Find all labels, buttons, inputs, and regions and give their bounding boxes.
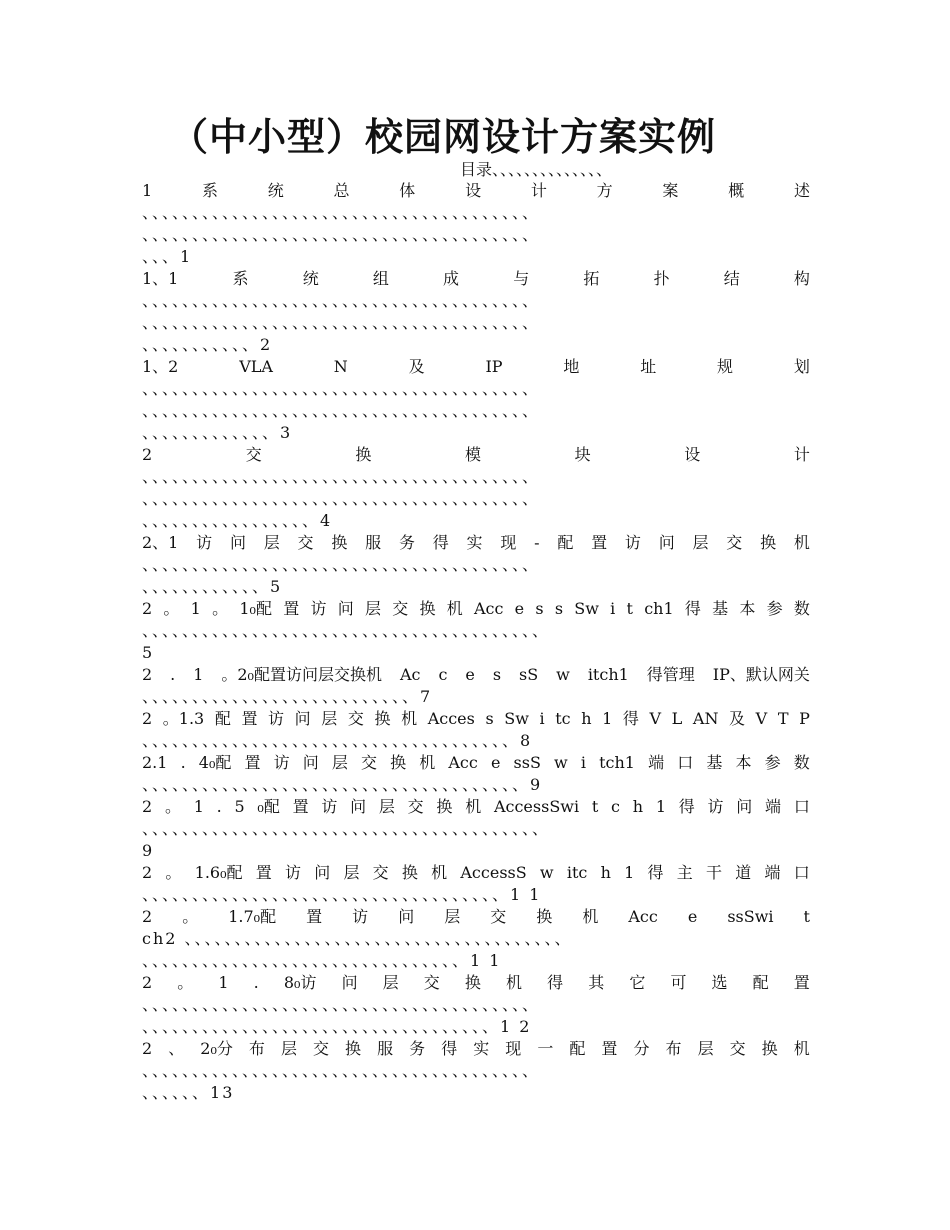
toc-entry[interactable] (142, 356, 810, 444)
toc-leader-tail-dots: 、、、、、、、、、、、 (142, 335, 261, 354)
toc-leader-dots: 、、、、、、、、、、、、、、、、、、、、、、、、、、、、、、、、、、、、、、、 (142, 489, 541, 508)
toc-leader-tail-dots: 、、、、、、、、、、、、、、、、、、、、、、、、、、、、、、、、、、、、、 (142, 731, 521, 750)
toc-page-number: 5 (142, 643, 155, 662)
toc-page-number: 1 1 (510, 885, 542, 904)
toc-leader-tail (142, 246, 810, 268)
toc-leader-tail-dots: 、、、、、、、、、、、、 (142, 577, 271, 596)
toc-entry-heading: 2 . 1 。2₀配置访问层交换机 Ac c e s sS w itch1 得管理 IP、默认网关 (142, 665, 810, 684)
toc-entry[interactable] (142, 664, 810, 708)
toc-leader-dots: 、、、、、、、、、、、、、、、、、、、、、、、、、、、、、、、、、、、、、、、 (142, 995, 541, 1014)
toc-leader-dots: 、、、、、、、、、、、、、、、、、、、、、、、、、、、、、、、、、、、、、、、 (142, 379, 541, 398)
toc-entry-heading: 2 。 1 。 1₀配 置 访 问 层 交 换 机 Acc e s s Sw i t ch1 得 基 本 参 数 (142, 599, 810, 618)
toc-entry[interactable] (142, 708, 810, 752)
toc-entry-heading: 2 。1.3 配 置 访 问 层 交 换 机 Acces s Sw i tc h 1 得 V L AN 及 V T P (142, 709, 810, 728)
toc-leader-tail-dots: 、、、、、、 (142, 1083, 211, 1102)
toc-leader-tail (142, 1082, 810, 1104)
toc-page-number: 5 (270, 577, 283, 596)
toc-leader-dots: 、、、、、、、、、、、、、、、、、、、、、、、、、、、、、、、、、、、、、、、 (142, 291, 541, 310)
toc-page-number: 2 (260, 335, 273, 354)
toc-entry-heading: 2 交 换 模 块 设 计 (142, 445, 810, 464)
toc-leader-dots: 、、、、、、、、、、、、、、、、、、、、、、、、、、、、、、、、、、、、、、、 (142, 225, 541, 244)
toc-leader-tail (142, 642, 810, 664)
table-of-contents (142, 180, 810, 1104)
toc-leader-tail (142, 334, 810, 356)
toc-leader-dots: 、、、、、、、、、、、、、、、、、、、、、、、、、、、、、、、、、、、、、、、 (142, 1061, 541, 1080)
toc-page-number: 1 (180, 247, 193, 266)
toc-leader-tail (142, 840, 810, 862)
toc-entry-heading: 2 。 1 . 5 ₀配 置 访 问 层 交 换 机 AccessSwi t c h 1 得 访 问 端 口 (142, 797, 810, 816)
toc-entry-heading: 2 、 2₀分 布 层 交 换 服 务 得 实 现 一 配 置 分 布 层 交 换 机 (142, 1039, 810, 1058)
toc-leader-dots: 、、、、、、、、、、、、、、、、、、、、、、、、、、、、、、、、、、、、、、、 (142, 313, 541, 332)
toc-leader-dots: 、、、、、、、、、、、、、、、、、、、、、、、、、、、、、、、、、、、、、、、 (142, 555, 541, 574)
toc-entry[interactable] (142, 1038, 810, 1104)
toc-leader-tail-dots: 、、、、、、、、、、、、、、、、、、、、、、、、、、、 (142, 687, 421, 706)
toc-leader-tail (142, 422, 810, 444)
toc-leader-tail (142, 1016, 810, 1038)
toc-leader-tail (142, 884, 810, 906)
toc-entry[interactable] (142, 906, 810, 972)
toc-leader-dots: ch2 、、、、、、、、、、、、、、、、、、、、、、、、、、、、、、、、、、、、、、 (142, 929, 573, 948)
toc-page-number: 1 2 (500, 1017, 532, 1036)
toc-leader-tail-dots: 、、、、、、、、、、、、、、、、、、、、、、、、、、、、、、、、、、、、、、 (142, 775, 531, 794)
toc-leader-tail-dots: 、、、、、、、、、、、、、、、、、、、、、、、、、、、、、、、、、、、、 (142, 885, 511, 904)
toc-page-number: 8 (520, 731, 533, 750)
toc-leader-dots: 、、、、、、、、、、、、、、、、、、、、、、、、、、、、、、、、、、、、、、、 (142, 467, 541, 486)
toc-entry-heading: 1、1 系 统 组 成 与 拓 扑 结 构 (142, 269, 810, 288)
toc-entry[interactable] (142, 532, 810, 598)
toc-leader-tail-dots: 、、、、、、、、、、、、、、、、、、、、、、、、、、、、、、、、 (142, 951, 471, 970)
toc-leader-tail-dots: 、、、、、、、、、、、、、、、、、、、、、、、、、、、、、、、、、、、 (142, 1017, 501, 1036)
toc-leader-tail (142, 774, 810, 796)
toc-entry-heading: 2 。 1.7₀配 置 访 问 层 交 换 机 Acc e ssSwi t (142, 907, 810, 926)
toc-leader-tail (142, 950, 810, 972)
toc-entry[interactable] (142, 180, 810, 268)
toc-entry-heading: 1 系 统 总 体 设 计 方 案 概 述 (142, 181, 810, 200)
toc-entry-heading: 2.1 . 4₀配 置 访 问 层 交 换 机 Acc e ssS w i tch1 端 口 基 本 参 数 (142, 753, 810, 772)
toc-entry-heading: 2 。 1.6₀配 置 访 问 层 交 换 机 AccessS w itc h 1 得 主 干 道 端 口 (142, 863, 810, 882)
toc-leader-tail (142, 686, 810, 708)
toc-leader-tail-dots: 、、、、、、、、、、、、、 (142, 423, 281, 442)
toc-leader-dots: 、、、、、、、、、、、、、、、、、、、、、、、、、、、、、、、、、、、、、、、、 (142, 621, 551, 640)
toc-page-number: 13 (210, 1083, 235, 1102)
toc-entry[interactable] (142, 268, 810, 356)
toc-leader-tail-dots: 、、、 (142, 247, 181, 266)
toc-entry-heading: 2、1 访 问 层 交 换 服 务 得 实 现 - 配 置 访 问 层 交 换 机 (142, 533, 810, 552)
toc-leader-dots: 、、、、、、、、、、、、、、、、、、、、、、、、、、、、、、、、、、、、、、、、 (142, 819, 551, 838)
toc-leader-tail (142, 510, 810, 532)
toc-leader-tail-dots: 、、、、、、、、、、、、、、、、、 (142, 511, 321, 530)
document-title: （中小型）校园网设计方案实例 (170, 115, 717, 159)
toc-leader-tail (142, 730, 810, 752)
toc-leader-dots: 、、、、、、、、、、、、、、、、、、、、、、、、、、、、、、、、、、、、、、、 (142, 203, 541, 222)
toc-entry-heading: 2 。 1 . 8₀访 问 层 交 换 机 得 其 它 可 选 配 置 (142, 973, 810, 992)
toc-entry-heading: 1、2 VLA N 及 IP 地 址 规 划 (142, 357, 810, 376)
toc-heading: 目录、、、、、、、、、、、、、、 (460, 160, 613, 179)
toc-leader-dots: 、、、、、、、、、、、、、、、、、、、、、、、、、、、、、、、、、、、、、、、 (142, 401, 541, 420)
toc-page-number: 1 1 (470, 951, 502, 970)
toc-entry[interactable] (142, 598, 810, 664)
toc-entry[interactable] (142, 444, 810, 532)
toc-entry[interactable] (142, 796, 810, 862)
toc-page-number: 9 (142, 841, 155, 860)
toc-page-number: 4 (320, 511, 333, 530)
toc-page-number: 7 (420, 687, 433, 706)
toc-page-number: 9 (530, 775, 543, 794)
toc-entry[interactable] (142, 752, 810, 796)
toc-page-number: 3 (280, 423, 293, 442)
toc-leader-tail (142, 576, 810, 598)
toc-entry[interactable] (142, 862, 810, 906)
toc-entry[interactable] (142, 972, 810, 1038)
